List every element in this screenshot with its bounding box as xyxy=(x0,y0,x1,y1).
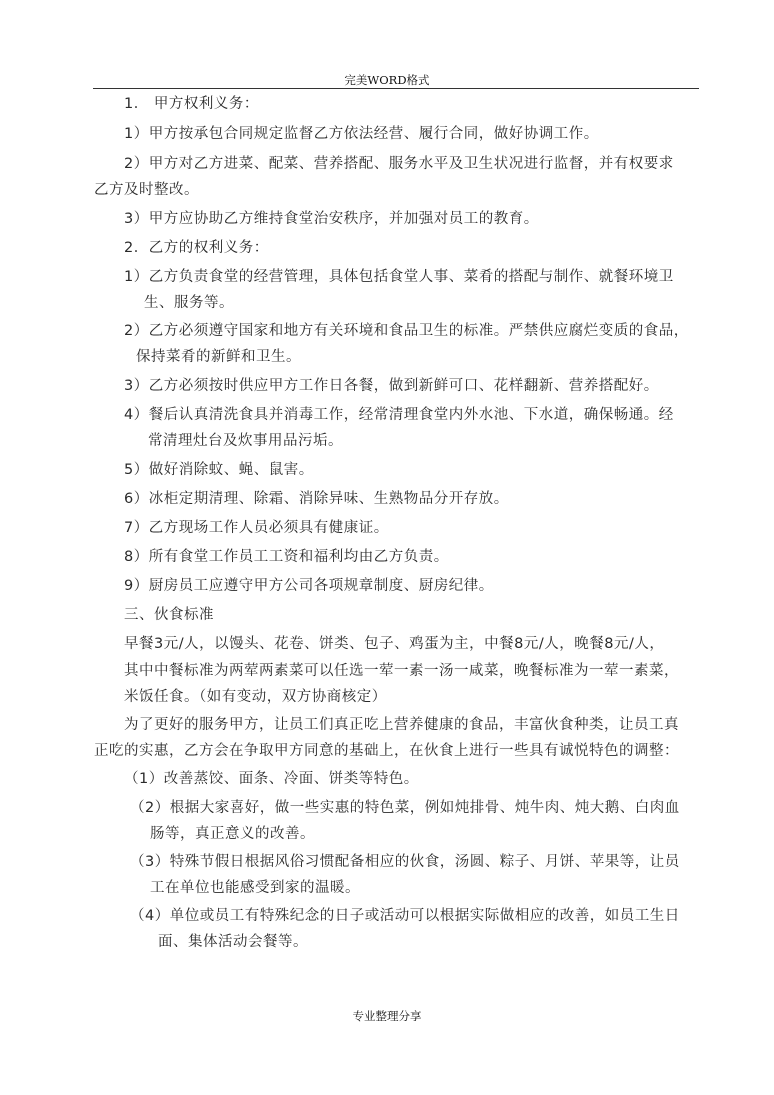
party-a-item-2: 2）甲方对乙方进菜、配菜、营养搭配、服务水平及卫生状况进行监督，并有权要求 xyxy=(124,156,674,172)
party-b-item-2-cont: 保持菜肴的新鲜和卫生。 xyxy=(136,349,301,365)
page-footer-text: 专业整理分享 xyxy=(352,1009,422,1023)
party-b-item-2: 2）乙方必须遵守国家和地方有关环境和食品卫生的标准。严禁供应腐烂变质的食品， xyxy=(124,323,689,339)
party-a-item-3: 3）甲方应协助乙方维持食堂治安秩序，并加强对员工的教育。 xyxy=(124,211,539,227)
improvement-item-4: （4）单位或员工有特殊纪念的日子或活动可以根据实际做相应的改善，如员工生日 xyxy=(130,908,680,924)
party-b-item-4: 4）餐后认真清洗食具并消毒工作，经常清理食堂内外水池、下水道，确保畅通。经 xyxy=(124,407,674,423)
page-header-title: 完美WORD格式 xyxy=(344,73,430,87)
meal-standard-line-3: 米饭任食。（如有变动，双方协商核定） xyxy=(124,689,387,705)
meal-standard-line-1: 早餐3元/人，以馒头、花卷、饼类、包子、鸡蛋为主，中餐8元/人，晚餐8元/人， xyxy=(124,636,665,652)
improvement-item-1: （1）改善蒸饺、面条、冷面、饼类等特色。 xyxy=(124,771,419,787)
section-heading-party-b: 2．乙方的权利义务： xyxy=(124,240,269,256)
header-divider xyxy=(93,88,699,89)
party-a-item-2-cont: 乙方及时整改。 xyxy=(94,182,199,198)
meal-standard-line-2: 其中中餐标准为两荤两素菜可以任选一荤一素一汤一咸菜，晚餐标准为一荤一素菜， xyxy=(124,663,679,679)
service-intro-line-1: 为了更好的服务甲方，让员工们真正吃上营养健康的食品，丰富伙食种类，让员工真 xyxy=(124,717,679,733)
party-b-item-8: 8）所有食堂工作员工工资和福利均由乙方负责。 xyxy=(124,549,449,565)
party-b-item-1: 1）乙方负责食堂的经营管理，具体包括食堂人事、菜肴的搭配与制作、就餐环境卫 xyxy=(124,269,674,285)
party-b-item-1-cont: 生、服务等。 xyxy=(144,295,234,311)
improvement-item-3: （3）特殊节假日根据风俗习惯配备相应的伙食，汤圆、粽子、月饼、苹果等，让员 xyxy=(130,854,680,870)
service-intro-line-2: 正吃的实惠，乙方会在争取甲方同意的基础上，在伙食上进行一些具有诚悦特色的调整： xyxy=(94,743,679,759)
party-b-item-5: 5）做好消除蚊、蝇、鼠害。 xyxy=(124,462,314,478)
section-heading-meals: 三、伙食标准 xyxy=(124,607,214,623)
party-b-item-9: 9）厨房员工应遵守甲方公司各项规章制度、厨房纪律。 xyxy=(124,578,494,594)
improvement-item-2-cont: 肠等，真正意义的改善。 xyxy=(150,826,315,842)
party-b-item-4-cont: 常清理灶台及炊事用品污垢。 xyxy=(148,433,343,449)
party-b-item-3: 3）乙方必须按时供应甲方工作日各餐，做到新鲜可口、花样翻新、营养搭配好。 xyxy=(124,378,659,394)
party-b-item-7: 7）乙方现场工作人员必须具有健康证。 xyxy=(124,520,389,536)
improvement-item-3-cont: 工在单位也能感受到家的温暖。 xyxy=(150,880,360,896)
party-b-item-6: 6）冰柜定期清理、除霜、消除异味、生熟物品分开存放。 xyxy=(124,491,509,507)
improvement-item-4-cont: 面、集体活动会餐等。 xyxy=(158,934,308,950)
section-heading-party-a: 1． 甲方权利义务： xyxy=(124,96,259,112)
party-a-item-1: 1）甲方按承包合同规定监督乙方依法经营、履行合同，做好协调工作。 xyxy=(124,126,599,142)
improvement-item-2: （2）根据大家喜好，做一些实惠的特色菜，例如炖排骨、炖牛肉、炖大鹅、白肉血 xyxy=(130,800,680,816)
